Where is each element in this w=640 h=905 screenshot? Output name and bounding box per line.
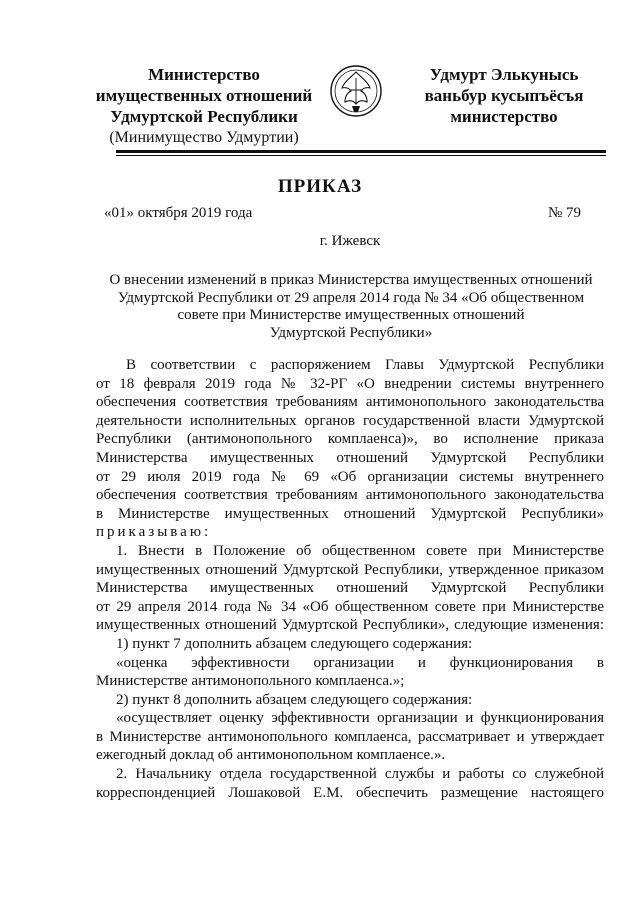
order-number: № 79 [548,205,582,221]
subitem-2: 2) пункт 8 дополнить абзацем следующего содержания: [116,691,473,708]
body-line: деятельности исполнительных органов государственной власти Удмуртской [96,412,604,429]
header-right-line-2: ваньбур кусыпъёсъя [424,86,584,105]
subject-line: О внесении изменений в приказ Министерства имущественных отношений [109,272,593,288]
order-date: «01» октября 2019 года [104,205,253,221]
header-left-line-2: имущественных отношений [95,86,313,105]
header-left-line-1: Министерство [148,65,260,84]
udmurtia-emblem-icon [330,60,382,122]
body-line: от 18 февраля 2019 года № 32-РГ «О внедрении системы внутреннего [96,375,604,392]
quote-2-line: «осуществляет оценку эффективности организации и функционирования [116,710,604,727]
order-city: г. Ижевск [319,233,381,249]
body-line: от 29 июля 2019 года № 69 «Об организации системы внутреннего [96,468,604,485]
order-body [96,356,604,802]
subject-line: Удмуртской Республики» [269,324,433,341]
subject-line: Удмуртской Республики от 29 апреля 2014 года № 34 «Об общественном [117,289,585,306]
document-title: ПРИКАЗ [277,176,363,197]
body-line: Министерства имущественных отношений Удмуртской Республики [96,449,604,466]
subitem-1: 1) пункт 7 дополнить абзацем следующего содержания: [116,635,473,652]
item-2-line: 2. Начальнику отдела государственной службы и работы со служебной [116,766,604,783]
quote-2-line: ежегодный доклад об антимонопольном комплаенсе.». [96,747,446,764]
item-2-line: корреспонденцией Лошаковой Е.М. обеспечить размещение настоящего [96,784,604,801]
header-right-line-3: министерство [450,107,558,126]
body-line: Республики (антимонопольного комплаенса)», во исполнение приказа [96,431,604,448]
quote-1-line: «оценка эффективности организации и функционирования в [116,654,604,671]
item-1-line: 1. Внести в Положение об общественном совете при Министерстве [116,542,604,559]
header-left-line-4: (Минимущество Удмуртии) [109,129,299,146]
header-divider-thin [116,155,606,156]
orders-word: приказываю: [96,524,212,541]
body-line: В соответствии с распоряжением Главы Удмуртской Республики [126,357,604,373]
order-subject [96,272,606,342]
ministry-header-udmurt [398,64,610,127]
ministry-header-russian [78,64,330,148]
body-line: обеспечения соответствия требованиям антимонопольного законодательства [96,487,604,504]
quote-2-line: в Министерстве антимонопольного комплаенса, рассматривает и утверждает [96,728,604,745]
body-line: в Министерстве имущественных отношений Удмуртской Республики» [96,505,604,522]
body-line: обеспечения соответствия требованиям антимонопольного законодательства [96,394,604,411]
header-right-line-1: Удмурт Элькунысь [429,65,579,84]
header-divider-thick [116,150,606,153]
subject-line: совете при Министерстве имущественных отношений [177,307,525,323]
quote-1-line: Министерстве антимонопольного комплаенса.»; [96,673,405,690]
header-left-line-3: Удмуртской Республики [110,107,298,126]
item-1-line: Министерства имущественных отношений Удмуртской Республики [96,580,604,597]
item-1-line: имущественных отношений Удмуртской Республики», следующие изменения: [96,617,604,634]
item-1-line: от 29 апреля 2014 года № 34 «Об общественном совете при Министерстве [96,598,604,615]
item-1-line: имущественных отношений Удмуртской Республики, утвержденное приказом [96,561,604,578]
